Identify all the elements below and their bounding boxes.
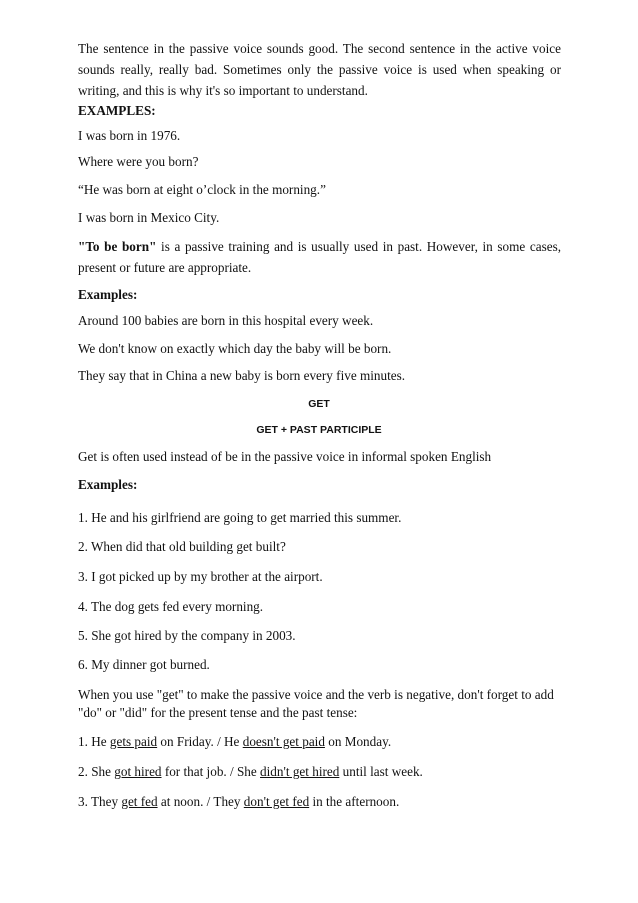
positive-phrase: get fed: [121, 794, 158, 809]
get-subtitle: GET + PAST PARTICIPLE: [256, 424, 382, 436]
get-examples-heading: Examples:: [78, 477, 138, 492]
examples-heading: EXAMPLES:: [78, 103, 156, 118]
negative-phrase: doesn't get paid: [242, 734, 325, 749]
positive-phrase: got hired: [114, 764, 162, 779]
example-item: Where were you born?: [78, 154, 199, 169]
get-example: 3. I got picked up by my brother at the airport.: [78, 569, 323, 584]
negative-example: [78, 764, 423, 780]
intro-paragraph: The sentence in the passive voice sounds good. The second sentence in the active voice sounds really, really bad. Sometimes only the passive voice is used when speaking or writing, and this is why it's so important to understand.: [78, 41, 561, 98]
negative-phrase: don't get fed: [243, 794, 310, 809]
example-item: “He was born at eight o’clock in the morning.”: [78, 182, 326, 197]
negative-example-suffix: in the afternoon.: [309, 794, 400, 809]
negative-example-prefix: 2. She: [78, 764, 115, 779]
negative-note-line2: "do" or "did" for the present tense and the past tense:: [78, 705, 358, 720]
to-be-born-example: They say that in China a new baby is born every five minutes.: [78, 368, 406, 383]
positive-phrase: gets paid: [109, 734, 158, 749]
to-be-born-example: Around 100 babies are born in this hospital every week.: [78, 313, 374, 328]
example-item: I was born in 1976.: [78, 128, 181, 143]
negative-example-suffix: until last week.: [339, 764, 423, 779]
get-example: 5. She got hired by the company in 2003.: [78, 628, 296, 643]
example-item: I was born in Mexico City.: [78, 210, 220, 225]
to-be-born-term: "To be born": [78, 239, 157, 254]
negative-example-prefix: 1. He: [78, 734, 110, 749]
get-example: 4. The dog gets fed every morning.: [78, 599, 264, 614]
negative-example-prefix: 3. They: [78, 794, 122, 809]
to-be-born-examples-heading: Examples:: [78, 287, 138, 302]
negative-example: [78, 734, 391, 750]
negative-example-middle: on Friday. / He: [157, 734, 243, 749]
get-title: GET: [308, 398, 330, 410]
to-be-born-text: is a passive training and is usually used in past. However, in some cases, present or future are appropriate.: [78, 239, 561, 275]
to-be-born-example: We don't know on exactly which day the baby will be born.: [78, 341, 392, 356]
get-example: 6. My dinner got burned.: [78, 657, 210, 672]
to-be-born-paragraph: [78, 236, 561, 278]
negative-example-middle: for that job. / She: [161, 764, 261, 779]
negative-example: [78, 794, 399, 810]
get-description: Get is often used instead of be in the passive voice in informal spoken English: [78, 449, 492, 464]
negative-example-suffix: on Monday.: [324, 734, 392, 749]
get-example: 1. He and his girlfriend are going to get married this summer.: [78, 510, 402, 525]
negative-example-middle: at noon. / They: [157, 794, 244, 809]
negative-phrase: didn't get hired: [260, 764, 340, 779]
get-example: 2. When did that old building get built?: [78, 539, 286, 554]
negative-note-line1: When you use "get" to make the passive voice and the verb is negative, don't forget to add: [78, 687, 554, 702]
